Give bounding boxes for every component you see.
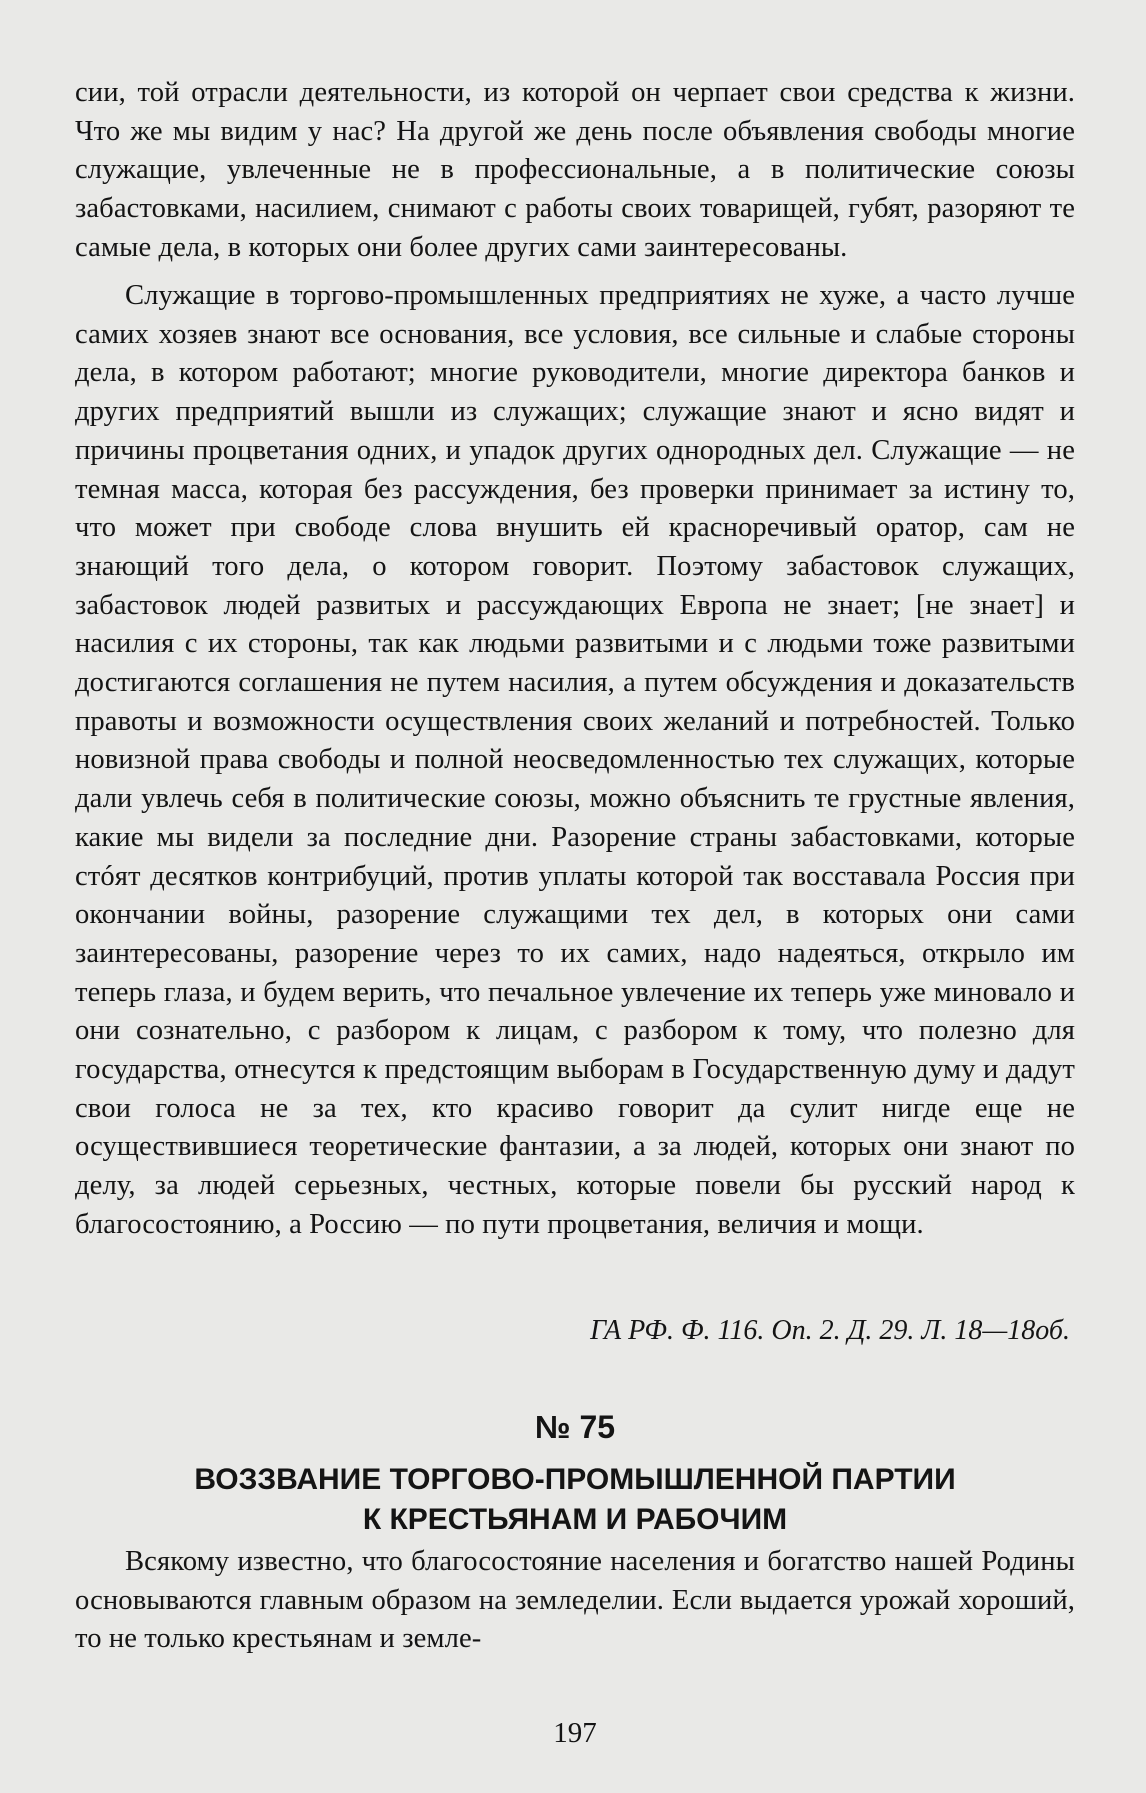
document-number: № 75 bbox=[534, 1409, 616, 1445]
document-title-line-2: К КРЕСТЬЯНАМ И РАБОЧИМ bbox=[362, 1503, 788, 1536]
continuation-text bbox=[75, 74, 1075, 268]
document-title-line-1: ВОЗЗВАНИЕ ТОРГОВО-ПРОМЫШЛЕННОЙ ПАРТИИ bbox=[194, 1463, 956, 1496]
main-text bbox=[75, 277, 1075, 1245]
main-paragraph: Служащие в торгово-промышленных предприятиях не хуже, а часто лучше самих хозяев знают все основания, все условия, все сильные и слабые стороны дела, в котором работают; многие руководители, многие директора банков и других предприятий вышли из служащих; служащие знают и ясно видят и причины процветания одних, и упадок других однородных дел. Служащие — не темная масса, которая без рассуждения, без проверки принимает за истину то, что может при свободе слова внушить ей красноречивый оратор, сам не знающий того дела, о котором говорит. Поэтому забастовок служащих, забастовок людей развитых и рассуждающих Европа не знает; [не знает] и насилия с их стороны, так как людьми развитыми и с людьми тоже развитыми достигаются соглашения не путем насилия, а путем обсуждения и доказательств правоты и возможности осуществления своих желаний и потребностей. Только новизной права свободы и полной неосведомленностью тех служащих, которые дали увлечь себя в политические союзы, можно объяснить те грустные явления, какие мы видели за последние дни. Разорение страны забастовками, которые стóят десятков контрибуций, против уплаты которой так восставала Россия при окончании войны, разорение служащими тех дел, в которых они сами заинтересованы, разорение через то их самих, надо надеяться, открыло им теперь глаза, и будем верить, что печальное увлечение их теперь уже миновало и они сознательно, с разбором к лицам, с разбором к тому, что полезно для государства, отнесутся к предстоящим выборам в Государственную думу и дадут свои голоса не за тех, кто красиво говорит да сулит нигде еще не осуществившиеся теоретические фантазии, а за людей, которых они знают по делу, за людей серьезных, честных, которые повели бы русский народ к благосостоянию, а Россию — по пути процветания, величия и мощи. bbox=[75, 280, 1075, 1240]
page-number: 197 bbox=[553, 1717, 597, 1749]
document-body bbox=[75, 1543, 1075, 1659]
document-title bbox=[75, 1460, 1075, 1540]
archive-citation: ГА РФ. Ф. 116. Оп. 2. Д. 29. Л. 18—18об. bbox=[590, 1315, 1070, 1346]
continuation-paragraph: сии, той отрасли деятельности, из которой он черпает свои средства к жизни. Что же мы видим у нас? На другой же день после объявления свободы многие служащие, увлеченные не в профессиональные, а в политические союзы забастовками, насилием, снимают с работы своих товарищей, губят, разоряют те самые дела, в которых они более других сами заинтересованы. bbox=[75, 77, 1075, 263]
opening-paragraph: Всякому известно, что благосостояние населения и богатство нашей Родины основываются главным образом на земледелии. Если выдается урожай хороший, то не только крестьянам и земле- bbox=[75, 1546, 1075, 1655]
